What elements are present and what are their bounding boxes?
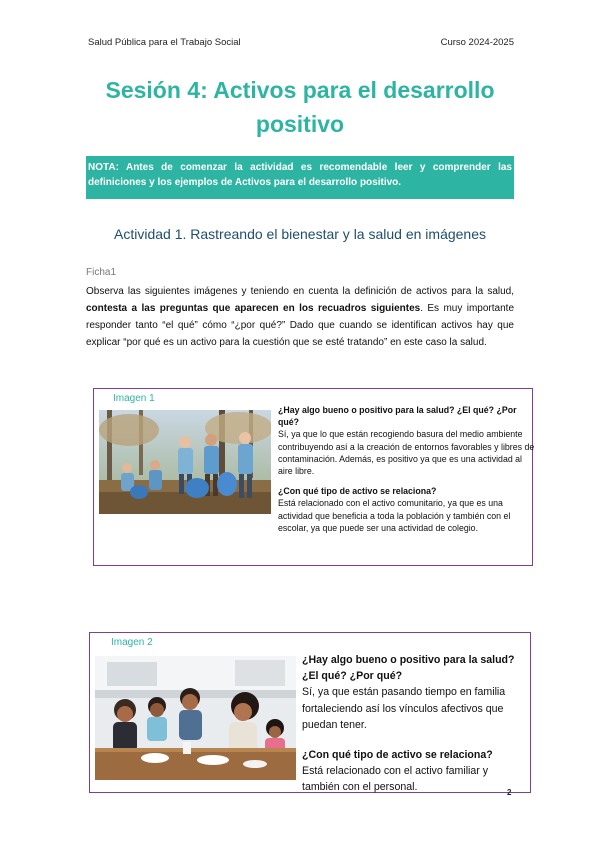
page-title <box>60 73 540 141</box>
image-2-answers <box>302 652 524 796</box>
activity-title: Actividad 1. Rastreando el bienestar y la salud en imágenes <box>114 226 486 242</box>
image-2-label: Imagen 2 <box>111 637 153 648</box>
title-line-1: Sesión 4: Activos para el desarrollo <box>105 77 495 103</box>
header-left: Salud Pública para el Trabajo Social <box>88 37 241 48</box>
image-1-question-1: ¿Hay algo bueno o positivo para la salud? ¿El qué? ¿Por qué? <box>278 405 517 428</box>
volunteers-cleanup-illustration <box>99 410 271 514</box>
intro-text-1: Observa las siguientes imágenes y teniendo en cuenta la definición de activos para la salud, <box>86 286 514 297</box>
image-2-question-1: ¿Hay algo bueno o positivo para la salud? ¿El qué? ¿Por qué? <box>302 654 515 683</box>
ficha-label: Ficha1 <box>86 267 117 278</box>
image-1-answer-1: Sí, ya que lo que están recogiendo basura del medio ambiente contribuyendo así a la creación de entornos favorables y libres de contaminación. Además, es positivo ya que es una actividad al aire libre. <box>278 429 535 477</box>
intro-text-bold: contesta a las preguntas que aparecen en los recuadros siguientes <box>86 303 421 314</box>
image-2-answer-1: Sí, ya que están pasando tiempo en familia fortaleciendo así los vínculos afectivos que puedan tener. <box>302 686 506 731</box>
image-2-photo <box>95 656 296 780</box>
intro-paragraph <box>86 283 514 351</box>
image-1-label: Imagen 1 <box>113 393 155 404</box>
image-2-question-2: ¿Con qué tipo de activo se relaciona? <box>302 749 493 762</box>
image-1-photo <box>99 410 271 514</box>
family-meal-illustration <box>95 656 296 780</box>
page-number: 2 <box>507 788 512 797</box>
image-1-answer-2: Está relacionado con el activo comunitario, ya que es una actividad que beneficia a toda la población y también con el escolar, ya que puede ser una actividad de colegio. <box>278 498 511 533</box>
intro-text-3: . Es muy importante responder tanto “el qué” cómo “¿por qué?” Dado que cuando se identifican activos hay que explicar “por qué es un activo para la cuestión que se esté tratando” en este caso la salud. <box>86 303 515 348</box>
image-1-question-2: ¿Con qué tipo de activo se relaciona? <box>278 486 437 497</box>
header-right: Curso 2024-2025 <box>440 37 514 48</box>
note-banner: NOTA: Antes de comenzar la actividad es recomendable leer y comprender las definiciones y los ejemplos de Activos para el desarrollo positivo. <box>86 156 514 199</box>
image-1-answers <box>278 404 536 534</box>
title-line-2: positivo <box>255 111 345 137</box>
image-2-answer-2: Está relacionado con el activo familiar y también con el personal. <box>302 765 489 794</box>
